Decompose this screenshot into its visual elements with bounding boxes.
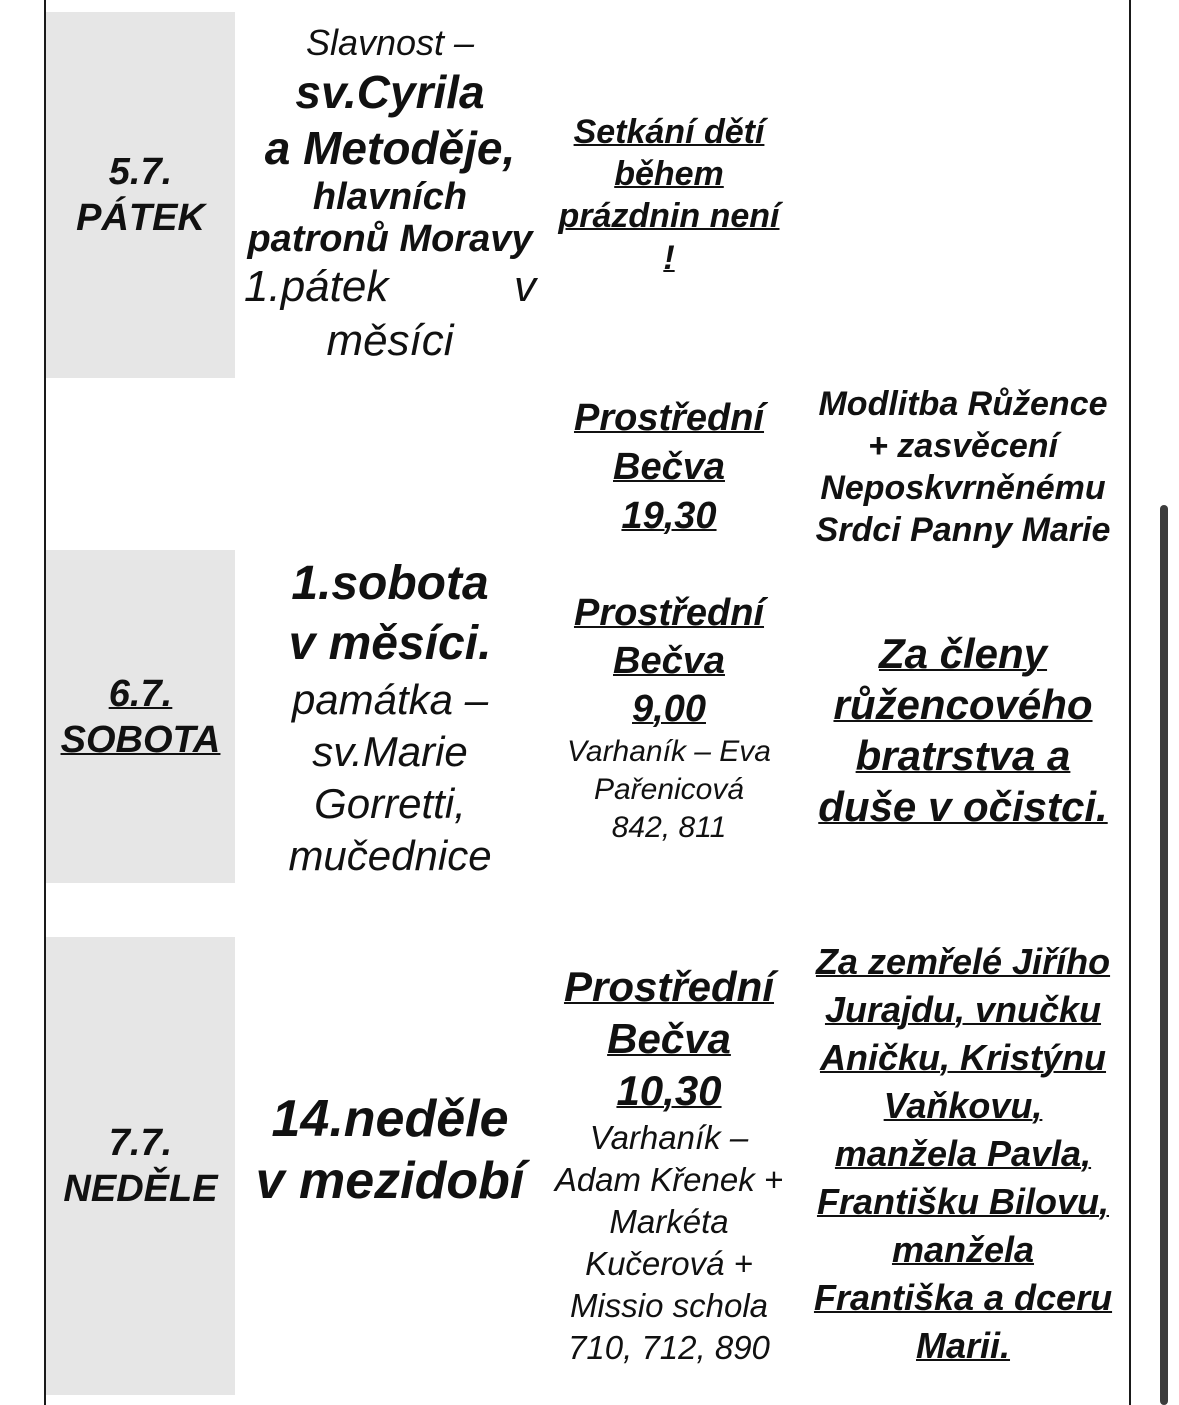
intention-line: manžela (891, 1229, 1035, 1270)
date-cell-friday (46, 12, 235, 378)
note-line: Setkání dětí (573, 113, 765, 151)
place-line: Bečva (607, 1015, 731, 1062)
feast-cell-friday (238, 12, 542, 378)
feast-line: 1.sobota (291, 557, 489, 610)
feast-line: v mezidobí (255, 1152, 525, 1210)
note-line: ! (663, 239, 675, 277)
detail-line: Markéta (609, 1203, 729, 1240)
feast-line: v měsíci. (288, 617, 492, 670)
date-cell-sunday (46, 937, 235, 1395)
place-line: Bečva (613, 445, 725, 488)
place-cell-sunday (540, 955, 798, 1375)
detail-line: 842, 811 (611, 811, 727, 844)
feast-line-spread (244, 260, 536, 314)
date: 7.7. (108, 1122, 173, 1164)
place-line: Prostřední (573, 396, 765, 439)
intention-line: Marii. (915, 1325, 1011, 1366)
feast-line: a Metoděje, (264, 122, 516, 174)
detail-line: Varhaník – Eva (566, 735, 771, 768)
intention-line: bratrstva a (855, 732, 1071, 779)
intention-line: Srdci Panny Marie (815, 511, 1111, 549)
feast-line: mučednice (288, 832, 492, 879)
detail-line: Varhaník – (589, 1119, 749, 1156)
intention-line: Neposkvrněnému (820, 469, 1106, 507)
place-cell-saturday (548, 588, 790, 848)
note-cell-friday (548, 100, 790, 290)
intention-line: Za zemřelé Jiřího (815, 941, 1111, 982)
feast-word: 1.pátek (244, 262, 389, 311)
intention-line: Františku Bilovu, (816, 1181, 1110, 1222)
time: 19,30 (621, 494, 717, 537)
scrollbar[interactable] (1160, 505, 1168, 1405)
place-line: Prostřední (563, 963, 775, 1010)
feast-line: památka – (291, 676, 489, 723)
place-cell-friday-evening (548, 392, 790, 542)
time: 10,30 (616, 1067, 722, 1114)
feast-line: hlavních (312, 176, 468, 218)
intention-cell-friday-evening (796, 383, 1130, 551)
note-line: během (614, 155, 724, 193)
feast-line: patronů Moravy (247, 218, 533, 260)
date-cell-saturday (46, 550, 235, 883)
feast-line: 14.neděle (271, 1090, 509, 1148)
note-line: prázdnin není (558, 197, 780, 235)
intention-line: Modlitba Růžence (818, 385, 1108, 423)
place-line: Prostřední (573, 592, 765, 634)
intention-line: duše v očistci. (818, 783, 1108, 830)
date: 6.7. (108, 672, 173, 715)
intention-line: Františka a dceru (813, 1277, 1113, 1318)
date: 5.7. (108, 151, 173, 193)
intention-line: Jurajdu, vnučku (824, 989, 1102, 1030)
feast-line: Gorretti, (314, 780, 466, 827)
intention-cell-sunday (796, 940, 1130, 1368)
day-name: NEDĚLE (63, 1168, 218, 1210)
intention-line: růžencového (833, 681, 1093, 728)
feast-line: sv.Marie (312, 728, 468, 775)
intention-line: Aničku, Kristýnu (819, 1037, 1107, 1078)
detail-line: Missio schola (569, 1287, 769, 1324)
intention-line: + zasvěcení (868, 427, 1058, 465)
feast-line: Slavnost – (305, 22, 475, 63)
intention-line: Vaňkovu, (883, 1085, 1043, 1126)
detail-line: Adam Křenek + (554, 1161, 784, 1198)
feast-cell-sunday (238, 1080, 542, 1220)
intention-line: Za členy (878, 630, 1048, 677)
time: 9,00 (632, 688, 706, 730)
feast-line: sv.Cyrila (295, 66, 485, 118)
day-name: SOBOTA (60, 718, 221, 761)
feast-line: měsíci (326, 316, 454, 365)
detail-line: Kučerová + (585, 1245, 753, 1282)
detail-line: 710, 712, 890 (568, 1329, 770, 1366)
place-line: Bečva (613, 640, 725, 682)
intention-line: manžela Pavla, (834, 1133, 1092, 1174)
feast-word: v (514, 262, 536, 311)
detail-line: Pařenicová (593, 773, 745, 806)
feast-cell-saturday (238, 553, 542, 883)
day-name: PÁTEK (76, 197, 205, 239)
intention-cell-saturday (796, 620, 1130, 840)
